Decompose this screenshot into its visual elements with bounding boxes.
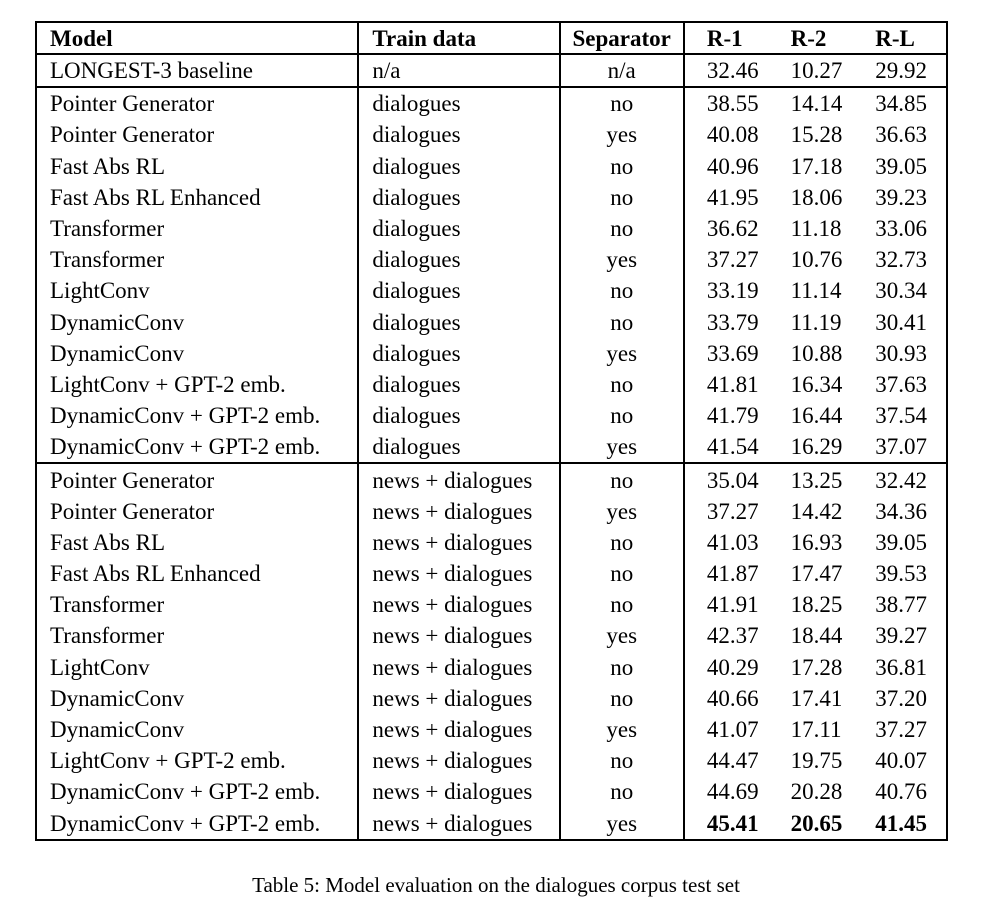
cell-train-data: news + dialogues [358,589,559,620]
cell-r2: 19.75 [790,748,843,774]
header-model: Model [36,22,358,54]
table-row [36,182,947,213]
cell-separator: no [560,400,684,431]
header-r2: R-2 [777,22,862,54]
cell-model: DynamicConv [36,683,358,714]
cell-rl: 36.63 [861,119,947,150]
cell-separator: no [560,213,684,244]
cell-model: LightConv + GPT-2 emb. [36,745,358,776]
header-rl: R-L [861,22,947,54]
cell-rl: 32.42 [861,463,947,495]
cell-separator: yes [560,496,684,527]
cell-rl: 37.54 [861,400,947,431]
table-row [36,431,947,463]
table-row [36,151,947,182]
table-row [36,745,947,776]
cell-r1: 33.19 [684,275,777,306]
cell-r1: 35.04 [684,463,777,495]
cell-model: Fast Abs RL Enhanced [36,182,358,213]
cell-train-data: dialogues [358,213,559,244]
cell-r2: 14.42 [790,498,843,524]
cell-train-data: news + dialogues [358,714,559,745]
cell-r2: 16.44 [790,403,843,429]
table-row [36,652,947,683]
cell-r2: 18.06 [790,184,843,210]
cell-separator: no [560,652,684,683]
table-body [36,54,947,840]
cell-r1: 41.07 [684,714,777,745]
cell-rl: 39.05 [861,151,947,182]
cell-rl: 37.20 [861,683,947,714]
cell-r2: 17.18 [790,153,843,179]
cell-separator: no [560,463,684,495]
cell-r1: 41.54 [684,431,777,463]
cell-model: Transformer [36,589,358,620]
cell-r2: 16.93 [790,529,843,555]
cell-train-data: dialogues [358,307,559,338]
cell-train-data: news + dialogues [358,496,559,527]
cell-r1: 41.87 [684,558,777,589]
table-row [36,496,947,527]
cell-r2: 11.14 [790,278,842,304]
cell-r1: 40.96 [684,151,777,182]
cell-r1: 45.41 [684,808,777,840]
header-row [36,22,947,54]
table-row [36,119,947,150]
table-row [36,400,947,431]
cell-rl: 40.07 [861,745,947,776]
cell-r2: 13.25 [777,463,862,495]
header-r1: R-1 [684,22,777,54]
cell-r1: 41.95 [684,182,777,213]
table-row [36,808,947,840]
cell-r1: 37.27 [684,496,777,527]
cell-separator: no [560,776,684,807]
table-row [36,338,947,369]
cell-rl: 37.27 [861,714,947,745]
cell-r1: 38.55 [684,87,777,119]
cell-separator: yes [560,714,684,745]
cell-separator: no [560,683,684,714]
cell-r2: 14.14 [777,87,862,119]
cell-separator: no [560,745,684,776]
cell-train-data: news + dialogues [358,558,559,589]
cell-r1: 37.27 [684,244,777,275]
cell-model: LightConv [36,652,358,683]
cell-r1: 33.69 [684,338,777,369]
cell-train-data: news + dialogues [358,745,559,776]
cell-r1: 40.08 [684,119,777,150]
cell-rl: 30.41 [861,307,947,338]
cell-rl: 36.81 [861,652,947,683]
cell-train-data: dialogues [358,369,559,400]
table-row [36,463,947,495]
cell-rl: 37.63 [861,369,947,400]
cell-train-data: news + dialogues [358,620,559,651]
cell-model: DynamicConv [36,338,358,369]
cell-r1: 44.69 [684,776,777,807]
cell-rl: 41.45 [861,808,947,840]
cell-r2: 17.47 [790,561,843,587]
cell-separator: yes [560,620,684,651]
cell-r1: 41.81 [684,369,777,400]
table-row [36,54,947,87]
cell-train-data: n/a [358,54,559,87]
table-header [36,22,947,54]
table-row [36,87,947,119]
cell-rl: 39.05 [861,527,947,558]
cell-r2: 10.76 [790,247,843,273]
cell-model: DynamicConv [36,714,358,745]
cell-model: Fast Abs RL Enhanced [36,558,358,589]
cell-separator: yes [560,808,684,840]
cell-separator: n/a [560,54,684,87]
table-row [36,213,947,244]
cell-r2: 11.18 [790,216,842,242]
cell-separator: no [560,275,684,306]
cell-r2: 16.29 [790,434,843,460]
cell-train-data: dialogues [358,151,559,182]
cell-model: LONGEST-3 baseline [36,54,358,87]
cell-r1: 33.79 [684,307,777,338]
cell-rl: 34.36 [861,496,947,527]
cell-rl: 30.93 [861,338,947,369]
cell-rl: 33.06 [861,213,947,244]
header-separator: Separator [560,22,684,54]
cell-train-data: news + dialogues [358,683,559,714]
cell-train-data: dialogues [358,182,559,213]
cell-r2: 18.44 [790,623,843,649]
cell-model: DynamicConv + GPT-2 emb. [36,776,358,807]
table-row [36,275,947,306]
cell-rl: 29.92 [861,54,947,87]
cell-model: Pointer Generator [36,463,358,495]
cell-model: Fast Abs RL [36,527,358,558]
cell-train-data: news + dialogues [358,808,559,840]
cell-r1: 44.47 [684,745,777,776]
cell-separator: yes [560,119,684,150]
cell-model: DynamicConv [36,307,358,338]
cell-r2: 10.27 [790,58,843,84]
cell-rl: 40.76 [861,776,947,807]
cell-train-data: dialogues [358,338,559,369]
cell-model: DynamicConv + GPT-2 emb. [36,431,358,463]
cell-model: DynamicConv + GPT-2 emb. [36,400,358,431]
cell-r1: 41.79 [684,400,777,431]
table-row [36,776,947,807]
cell-model: Pointer Generator [36,87,358,119]
table-row [36,558,947,589]
cell-model: Pointer Generator [36,119,358,150]
cell-r2: 16.34 [790,371,843,397]
cell-train-data: news + dialogues [358,463,559,495]
cell-train-data: dialogues [358,119,559,150]
cell-r2: 11.19 [790,309,842,335]
cell-train-data: news + dialogues [358,527,559,558]
cell-r2: 20.28 [790,779,843,805]
table-caption: Table 5: Model evaluation on the dialogues corpus test set [252,873,740,897]
cell-r1: 36.62 [684,213,777,244]
cell-r1: 32.46 [684,54,777,87]
cell-model: Transformer [36,213,358,244]
cell-model: Fast Abs RL [36,151,358,182]
cell-train-data: dialogues [358,244,559,275]
table-row [36,589,947,620]
table-row [36,714,947,745]
cell-model: Pointer Generator [36,496,358,527]
cell-r1: 40.66 [684,683,777,714]
cell-r2: 17.11 [790,717,842,743]
cell-r2: 15.28 [790,122,843,148]
cell-separator: yes [560,338,684,369]
cell-separator: no [560,307,684,338]
cell-separator: no [560,558,684,589]
cell-separator: yes [560,431,684,463]
cell-r1: 42.37 [684,620,777,651]
cell-r1: 41.91 [684,589,777,620]
cell-model: DynamicConv + GPT-2 emb. [36,808,358,840]
cell-rl: 32.73 [861,244,947,275]
cell-separator: no [560,87,684,119]
table-row [36,369,947,400]
cell-rl: 39.27 [861,620,947,651]
cell-model: Transformer [36,244,358,275]
cell-r2: 18.25 [790,592,843,618]
cell-r2: 10.88 [790,340,843,366]
cell-train-data: dialogues [358,275,559,306]
cell-separator: no [560,182,684,213]
header-train-data: Train data [358,22,559,54]
cell-rl: 30.34 [861,275,947,306]
cell-rl: 34.85 [861,87,947,119]
cell-train-data: dialogues [358,400,559,431]
cell-r2: 17.41 [790,685,843,711]
cell-train-data: dialogues [358,87,559,119]
cell-train-data: news + dialogues [358,776,559,807]
cell-model: LightConv + GPT-2 emb. [36,369,358,400]
table-row [36,307,947,338]
table-row [36,620,947,651]
cell-separator: no [560,589,684,620]
cell-model: LightConv [36,275,358,306]
table-row [36,527,947,558]
cell-train-data: dialogues [358,431,559,463]
cell-r1: 41.03 [684,527,777,558]
cell-r2: 17.28 [790,654,843,680]
cell-train-data: news + dialogues [358,652,559,683]
table-row [36,244,947,275]
cell-rl: 38.77 [861,589,947,620]
cell-separator: no [560,369,684,400]
cell-rl: 37.07 [861,431,947,463]
cell-separator: no [560,151,684,182]
cell-rl: 39.23 [861,182,947,213]
cell-rl: 39.53 [861,558,947,589]
cell-r1: 40.29 [684,652,777,683]
cell-separator: no [560,527,684,558]
cell-model: Transformer [36,620,358,651]
results-table [35,21,948,841]
cell-separator: yes [560,244,684,275]
table-row [36,683,947,714]
cell-r2: 20.65 [790,810,843,836]
